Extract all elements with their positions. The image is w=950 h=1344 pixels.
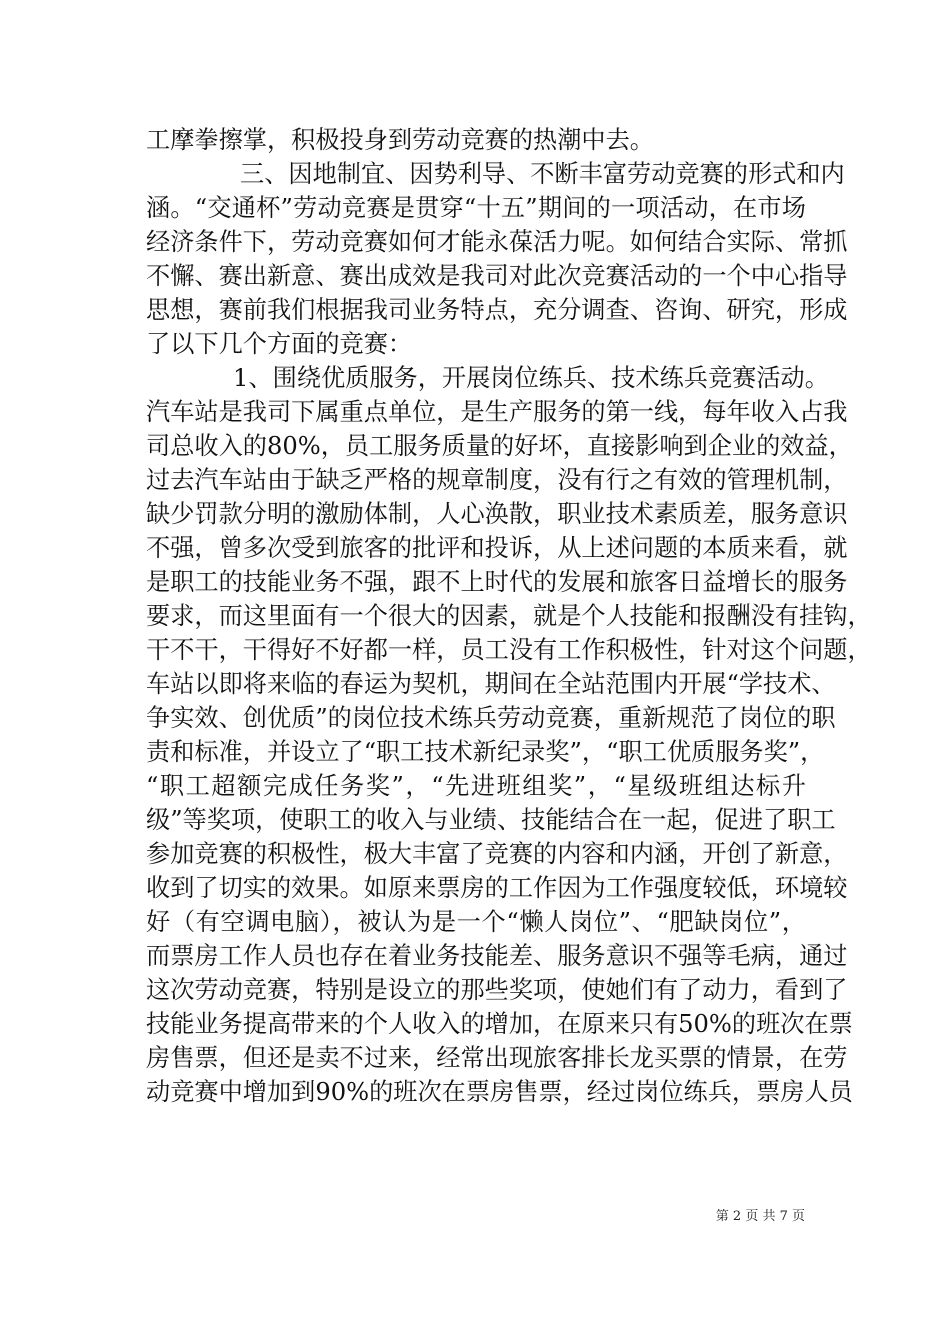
text-line-13: 不强，曾多次受到旅客的批评和投诉，从上述问题的本质来看，就 bbox=[146, 534, 848, 562]
section-heading-line: 三、因地制宜、因势利导、不断丰富劳动竞赛的形式和内 bbox=[240, 160, 845, 188]
text-line-7: 了以下几个方面的竞赛： bbox=[146, 330, 413, 358]
text-line-18: 争实效、创优质”的岗位技术练兵劳动竞赛，重新规范了岗位的职 bbox=[146, 704, 836, 732]
text-line-21: 级”等奖项，使职工的收入与业绩、技能结合在一起，促进了职工 bbox=[146, 806, 836, 834]
subsection-heading-line: 1、围绕优质服务，开展岗位练兵、技术练兵竞赛活动。 bbox=[233, 364, 829, 392]
text-line-25: 而票房工作人员也存在着业务技能差、服务意识不强等毛病，通过 bbox=[146, 942, 848, 970]
text-line-4: 经济条件下，劳动竞赛如何才能永葆活力呢。如何结合实际、常抓 bbox=[146, 228, 848, 256]
text-line-22: 参加竞赛的积极性，极大丰富了竞赛的内容和内涵，开创了新意， bbox=[146, 840, 848, 868]
text-line-3: 涵。“交通杯”劳动竞赛是贯穿“十五”期间的一项活动，在市场 bbox=[146, 194, 806, 222]
text-line-27: 技能业务提高带来的个人收入的增加，在原来只有50%的班次在票 bbox=[146, 1010, 853, 1038]
text-line-10: 司总收入的80%，员工服务质量的好坏，直接影响到企业的效益， bbox=[146, 432, 853, 460]
text-line-14: 是职工的技能业务不强，跟不上时代的发展和旅客日益增长的服务 bbox=[146, 568, 848, 596]
text-line-1: 工摩拳擦掌，积极投身到劳动竞赛的热潮中去。 bbox=[146, 126, 654, 154]
text-line-9: 汽车站是我司下属重点单位，是生产服务的第一线，每年收入占我 bbox=[146, 398, 848, 426]
text-line-11: 过去汽车站由于缺乏严格的规章制度，没有行之有效的管理机制， bbox=[146, 466, 848, 494]
text-line-26: 这次劳动竞赛，特别是设立的那些奖项，使她们有了动力，看到了 bbox=[146, 976, 848, 1004]
text-line-19: 责和标准，并设立了“职工技术新纪录奖”，“职工优质服务奖”， bbox=[146, 738, 825, 766]
text-line-5: 不懈、赛出新意、赛出成效是我司对此次竞赛活动的一个中心指导 bbox=[146, 262, 848, 290]
text-line-17: 车站以即将来临的春运为契机，期间在全站范围内开展“学技术、 bbox=[146, 670, 836, 698]
text-line-29: 动竞赛中增加到90%的班次在票房售票，经过岗位练兵，票房人员 bbox=[146, 1078, 853, 1106]
text-line-24: 好（有空调电脑），被认为是一个“懒人岗位”、“肥缺岗位”， bbox=[146, 908, 806, 936]
text-line-12: 缺少罚款分明的激励体制，人心涣散，职业技术素质差，服务意识 bbox=[146, 500, 848, 528]
text-line-28: 房售票，但还是卖不过来，经常出现旅客排长龙买票的情景，在劳 bbox=[146, 1044, 848, 1072]
text-line-23: 收到了切实的效果。如原来票房的工作因为工作强度较低，环境较 bbox=[146, 874, 848, 902]
text-line-6: 思想，赛前我们根据我司业务特点，充分调查、咨询、研究，形成 bbox=[146, 296, 848, 324]
text-line-15: 要求，而这里面有一个很大的因素，就是个人技能和报酬没有挂钩， bbox=[146, 602, 872, 630]
page-number-footer: 第 2 页 共 7 页 bbox=[715, 1209, 805, 1224]
text-line-16: 干不干，干得好不好都一样，员工没有工作积极性，针对这个问题， bbox=[146, 636, 872, 664]
text-line-20: “职工超额完成任务奖”，“先进班组奖”，“星级班组达标升 bbox=[146, 772, 806, 800]
